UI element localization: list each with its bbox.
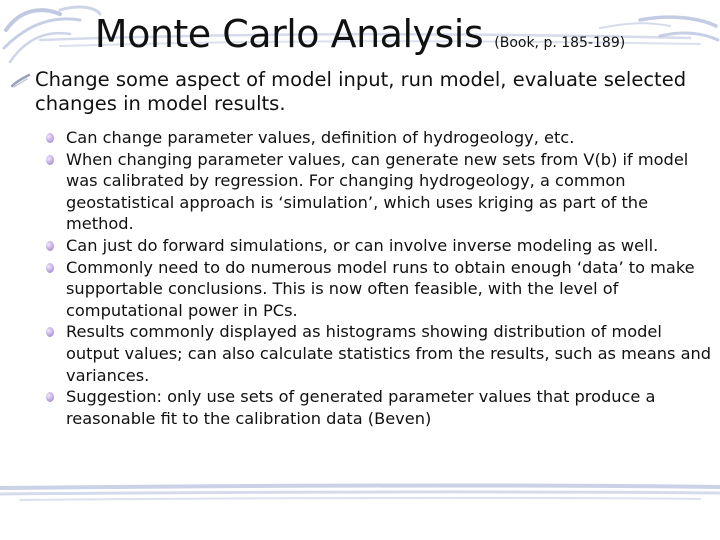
list-item bbox=[66, 386, 714, 429]
page-title-note: (Book, p. 185-189) bbox=[494, 35, 626, 51]
list-item bbox=[66, 127, 714, 149]
sub-points-list bbox=[66, 127, 714, 429]
main-point: Change some aspect of model input, run model, evaluate selected changes in model results. bbox=[35, 68, 687, 115]
list-item bbox=[66, 149, 714, 235]
list-item bbox=[66, 235, 714, 257]
list-item bbox=[66, 257, 714, 322]
brush-stroke-icon bbox=[10, 73, 32, 89]
purple-dot-icon bbox=[46, 155, 54, 165]
purple-dot-icon bbox=[46, 263, 54, 273]
list-item-text: Can just do forward simulations, or can involve inverse modeling as well. bbox=[66, 235, 659, 255]
page-title: Monte Carlo Analysis bbox=[94, 12, 484, 56]
list-item-text: Suggestion: only use sets of generated parameter values that produce a reasonable fit to the calibration data (Beven) bbox=[66, 387, 656, 428]
list-item-text: Results commonly displayed as histograms showing distribution of model output values; can also calculate statistics from the results, such as means and variances. bbox=[66, 322, 712, 385]
list-item-text: Can change parameter values, definition of hydrogeology, etc. bbox=[66, 128, 575, 147]
list-item-text: Commonly need to do numerous model runs to obtain enough ‘data’ to make supportable conclusions. This is now often feasible, with the level of computational power in PCs. bbox=[66, 257, 695, 320]
title-bar bbox=[0, 12, 720, 56]
purple-dot-icon bbox=[46, 133, 54, 143]
list-item bbox=[66, 321, 714, 386]
purple-dot-icon bbox=[46, 241, 54, 251]
list-item-text: When changing parameter values, can generate new sets from V(b) if model was calibrated by regression. For changing hydrogeology, a common geostatistical approach is ‘simulation’, which uses kriging as part of the method. bbox=[66, 149, 689, 234]
